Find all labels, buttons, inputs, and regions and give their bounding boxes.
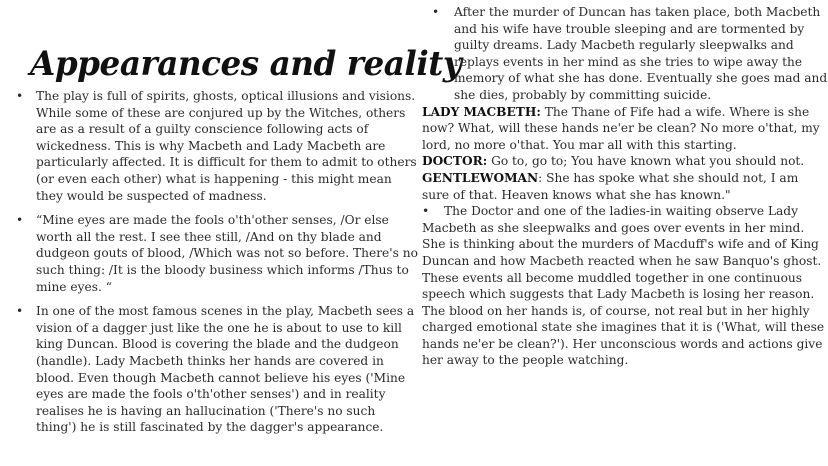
bullet-item	[10, 88, 418, 204]
bullet-item	[10, 212, 418, 295]
quote-lady-macbeth	[422, 104, 828, 154]
bullet-item	[422, 203, 828, 369]
speaker-name: GENTLEWOMAN	[422, 170, 539, 185]
bullet-item	[432, 4, 828, 104]
right-column	[422, 4, 828, 369]
speaker-name: LADY MACBETH:	[422, 104, 541, 119]
bullet-icon: •	[16, 89, 24, 103]
quote-gentlewoman	[422, 170, 828, 203]
bullet-icon: •	[432, 5, 440, 19]
page-title: Appearances and reality	[30, 44, 462, 84]
bullet-icon: •	[16, 213, 24, 228]
bullet-text: In one of the most famous scenes in the play, Macbeth sees a vision of a dagger just like the one he is about to use to kill king Duncan. Blood is covering the blade and the dudgeon (handle). Lady Macbeth thinks her hands are covered in blood. Even though Macbeth cannot believe his eyes ('Mine eyes are made the fools o'th'other senses') and in reality realises he is having an hallucination ('There's no such thing') he is still fascinated by the dagger's appearance.	[36, 304, 415, 435]
left-column	[10, 88, 418, 444]
bullet-text: “Mine eyes are made the fools o'th'other senses, /Or else worth all the rest. I see thee still, /And on thy blade and dudgeon gouts of blood, /Which was not so before. There's no such thing: /It is the bloody business which informs /Thus to mine eyes. “	[36, 213, 418, 294]
bullet-text: The play is full of spirits, ghosts, optical illusions and visions. While some of these are conjured up by the Witches, others are as a result of a guilty conscience following acts of wickedness. This is why Macbeth and Lady Macbeth are particularly affected. It is difficult for them to admit to others (or even each other) what is happening - this might mean they would be suspected of madness.	[36, 89, 417, 203]
speaker-name: DOCTOR:	[422, 154, 488, 169]
bullet-icon: •	[422, 204, 430, 219]
speech-line: : She has spoke what she should not, I am sure of that. Heaven knows what she has known."	[422, 170, 799, 202]
speech-line: The Thane of Fife had a wife. Where is she now? What, will these hands ne'er be clean? No more o'that, my lord, no more o'that. You mar all with this starting.	[422, 104, 820, 152]
speech-line: Go to, go to; You have known what you should not.	[487, 154, 805, 169]
quote-doctor	[422, 153, 828, 170]
bullet-item	[10, 303, 418, 436]
bullet-icon: •	[16, 304, 24, 319]
bullet-text: After the murder of Duncan has taken place, both Macbeth and his wife have trouble sleeping and are tormented by guilty dreams. Lady Macbeth regularly sleepwalks and replays events in her mind as she tries to wipe away the memory of what she has done. Eventually she goes mad and she dies, probably by committing suicide.	[454, 5, 828, 102]
bullet-text: The Doctor and one of the ladies-in waiting observe Lady Macbeth as she sleepwalks and goes over events in her mind. She is thinking about the murders of Macduff's wife and of King Duncan and how Macbeth reacted when he saw Banquo's ghost. These events all become muddled together in one continuous speech which suggests that Lady Macbeth is losing her reason. The blood on her hands is, of course, not real but in her highly charged emotional state she imagines that it is ('What, will these hands ne'er be clean?'). Her unconscious words and actions give her away to the people watching.	[422, 204, 825, 368]
